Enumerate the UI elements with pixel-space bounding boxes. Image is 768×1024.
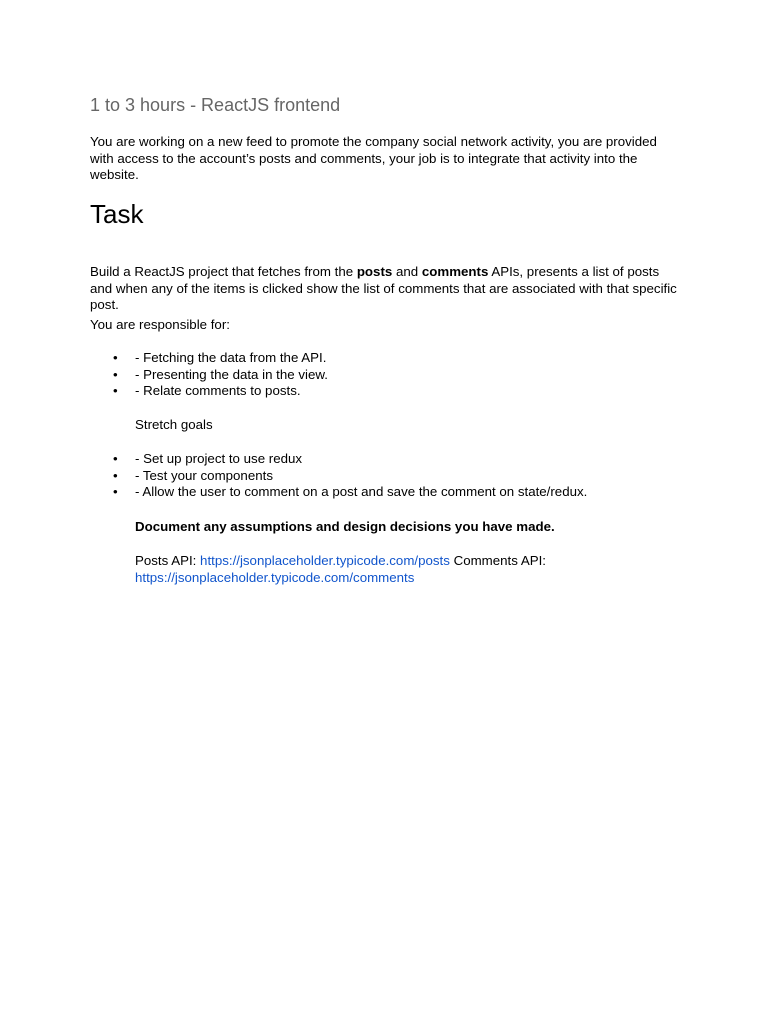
- task-heading: Task: [90, 199, 144, 229]
- list-item-text: - Fetching the data from the API.: [135, 350, 327, 365]
- bullet-icon: •: [113, 366, 118, 382]
- comments-api-label: Comments API:: [449, 553, 546, 568]
- list-item-text: - Set up project to use redux: [135, 451, 303, 466]
- list-item: [90, 468, 690, 485]
- bullet-icon: •: [113, 350, 118, 365]
- posts-keyword: posts: [356, 264, 393, 279]
- list-item: [90, 383, 690, 400]
- task-description-text: APIs, presents a list of posts and when any of the items is clicked show the list of comments that are associated with that specific post.: [90, 264, 677, 312]
- task-description-text: Build a ReactJS project that fetches from the: [90, 264, 357, 279]
- posts-api-label: Posts API:: [135, 553, 201, 568]
- list-item-text: - Test your components: [135, 467, 273, 483]
- task-description: [90, 264, 680, 314]
- list-item: [90, 484, 690, 501]
- document-assumptions-note: Document any assumptions and design decisions you have made.: [135, 519, 555, 534]
- bullet-icon: •: [113, 383, 118, 398]
- list-item: [90, 350, 690, 367]
- posts-api-link[interactable]: https://jsonplaceholder.typicode.com/posts: [200, 553, 450, 568]
- responsibilities-list: [90, 350, 690, 400]
- stretch-goals-list: [90, 451, 690, 501]
- api-links: [135, 553, 655, 586]
- task-description-text: and: [392, 264, 422, 279]
- list-item: [90, 367, 690, 384]
- stretch-goals-title: Stretch goals: [135, 417, 213, 432]
- list-item-text: - Relate comments to posts.: [135, 383, 301, 398]
- document-subtitle: 1 to 3 hours - ReactJS frontend: [90, 95, 341, 115]
- list-item-text: - Allow the user to comment on a post and save the comment on state/redux.: [135, 484, 588, 499]
- comments-api-link[interactable]: https://jsonplaceholder.typicode.com/comments: [135, 569, 415, 585]
- bullet-icon: •: [113, 484, 118, 499]
- responsibilities-intro: You are responsible for:: [90, 317, 230, 332]
- list-item-text: - Presenting the data in the view.: [135, 366, 328, 382]
- intro-paragraph: You are working on a new feed to promote the company social network activity, you are provided with access to the account’s posts and comments, your job is to integrate that activity into the website.: [90, 134, 657, 182]
- comments-keyword: comments: [421, 264, 489, 279]
- bullet-icon: •: [113, 451, 118, 466]
- list-item: [90, 451, 690, 468]
- bullet-icon: •: [113, 467, 118, 483]
